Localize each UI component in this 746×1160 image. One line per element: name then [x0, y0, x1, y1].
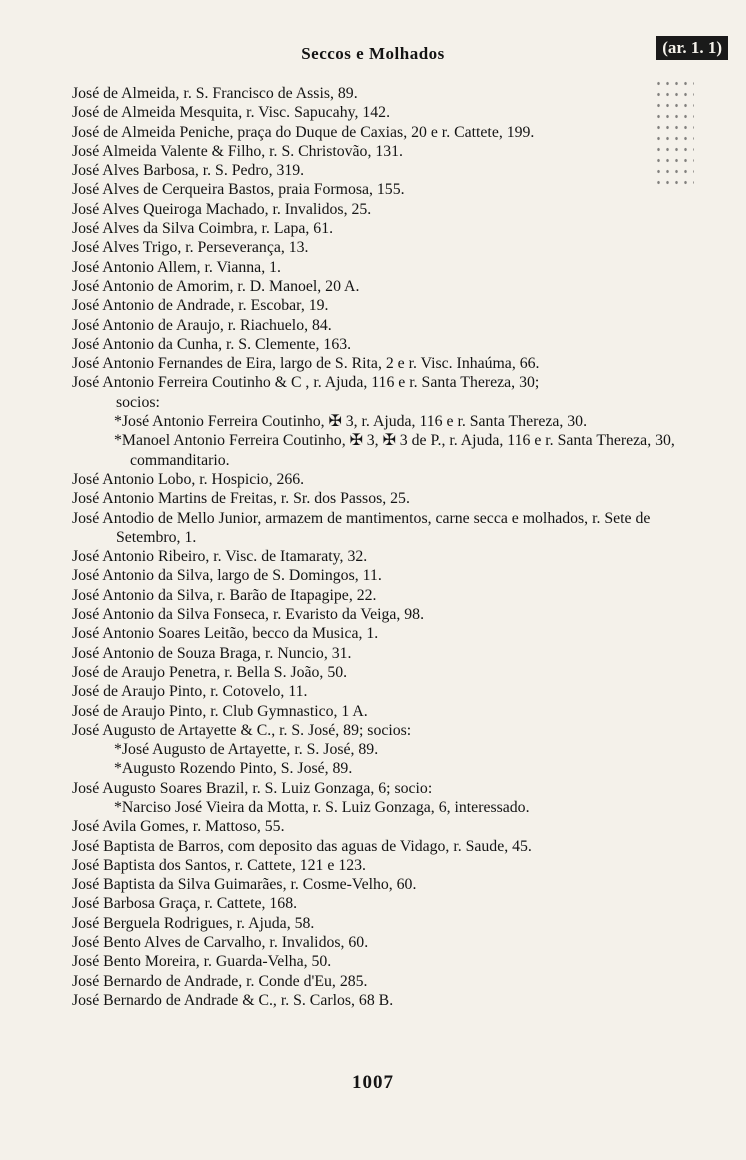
list-item: José Antonio Lobo, r. Hospicio, 266.: [72, 470, 305, 488]
list-item: José de Araujo Pinto, r. Club Gymnastico, 1 A.: [72, 702, 368, 720]
list-item: José Barbosa Graça, r. Cattete, 168.: [72, 895, 298, 913]
list-item: José de Almeida, r. S. Francisco de Assis, 89.: [72, 85, 358, 102]
list-item: José Antonio Ribeiro, r. Visc. de Itamaraty, 32.: [72, 548, 368, 566]
list-item-partner: *Manoel Antonio Ferreira Coutinho, ✠ 3, ✠ 3 de P., r. Ajuda, 116 e r. Santa Thereza, 30, commanditario.: [114, 432, 675, 469]
list-item: José Baptista dos Santos, r. Cattete, 121 e 123.: [72, 856, 366, 874]
list-item: José Antonio de Andrade, r. Escobar, 19.: [72, 297, 329, 315]
list-item: José Antonio de Araujo, r. Riachuelo, 84.: [72, 316, 332, 334]
list-item: José de Almeida Mesquita, r. Visc. Sapucahy, 142.: [72, 104, 391, 122]
entry-list: [72, 84, 712, 1010]
list-item: José Almeida Valente & Filho, r. S. Christovão, 131.: [72, 142, 403, 160]
list-item: José Antonio da Silva, r. Barão de Itapagipe, 22.: [72, 586, 377, 604]
list-item-partner: *José Antonio Ferreira Coutinho, ✠ 3, r. Ajuda, 116 e r. Santa Thereza, 30.: [114, 413, 588, 431]
list-item: José Antodio de Mello Junior, armazem de mantimentos, carne secca e molhados, r. Sete de Setembro, 1.: [72, 509, 651, 546]
list-item: José Bernardo de Andrade & C., r. S. Carlos, 68 B.: [72, 991, 394, 1009]
list-item-partner: *Narciso José Vieira da Motta, r. S. Luiz Gonzaga, 6, interessado.: [114, 798, 530, 816]
list-item: José Augusto Soares Brazil, r. S. Luiz Gonzaga, 6; socio:: [72, 779, 433, 797]
list-item: José Alves Trigo, r. Perseverança, 13.: [72, 239, 309, 257]
list-item: José de Araujo Pinto, r. Cotovelo, 11.: [72, 683, 308, 701]
list-item: José Antonio Martins de Freitas, r. Sr. dos Passos, 25.: [72, 490, 410, 508]
list-item: José Antonio de Souza Braga, r. Nuncio, 31.: [72, 644, 352, 662]
list-item: José Antonio Fernandes de Eira, largo de S. Rita, 2 e r. Visc. Inhaúma, 66.: [72, 355, 540, 373]
list-item: José Avila Gomes, r. Mattoso, 55.: [72, 818, 285, 836]
list-item: José Antonio de Amorim, r. D. Manoel, 20 A.: [72, 277, 360, 295]
list-item-socios-label: socios:: [116, 393, 160, 411]
page-header-title: Seccos e Molhados: [301, 44, 445, 63]
list-item: José Alves Barbosa, r. S. Pedro, 319.: [72, 162, 305, 180]
list-item: José Bento Moreira, r. Guarda-Velha, 50.: [72, 953, 332, 971]
list-item: José Antonio Ferreira Coutinho & C , r. Ajuda, 116 e r. Santa Thereza, 30;: [72, 374, 540, 392]
page-header-ref: (ar. 1. 1): [656, 36, 728, 60]
list-item: José Antonio Allem, r. Vianna, 1.: [72, 258, 281, 276]
list-item: José Alves Queiroga Machado, r. Invalidos, 25.: [72, 200, 372, 218]
list-item: José Baptista de Barros, com deposito das aguas de Vidago, r. Saude, 45.: [72, 837, 532, 855]
list-item: José Augusto de Artayette & C., r. S. José, 89; socios:: [72, 721, 412, 739]
list-item: José Antonio Soares Leitão, becco da Musica, 1.: [72, 625, 379, 643]
list-item: José Bernardo de Andrade, r. Conde d'Eu, 285.: [72, 972, 368, 990]
list-item: José Bento Alves de Carvalho, r. Invalidos, 60.: [72, 934, 369, 952]
list-item: José de Araujo Penetra, r. Bella S. João, 50.: [72, 663, 348, 681]
list-item: José de Almeida Peniche, praça do Duque de Caxias, 20 e r. Cattete, 199.: [72, 123, 535, 141]
list-item: José Antonio da Silva Fonseca, r. Evaristo da Veiga, 98.: [72, 606, 425, 624]
list-item-partner: *Augusto Rozendo Pinto, S. José, 89.: [114, 760, 353, 778]
list-item: José Antonio da Silva, largo de S. Domingos, 11.: [72, 567, 382, 585]
list-item: José Alves de Cerqueira Bastos, praia Formosa, 155.: [72, 181, 405, 199]
list-item-partner: *José Augusto de Artayette, r. S. José, 89.: [114, 741, 379, 759]
list-item: José Baptista da Silva Guimarães, r. Cosme-Velho, 60.: [72, 876, 417, 894]
list-item: José Alves da Silva Coimbra, r. Lapa, 61.: [72, 220, 334, 238]
list-item: José Berguela Rodrigues, r. Ajuda, 58.: [72, 914, 315, 932]
list-item: José Antonio da Cunha, r. S. Clemente, 163.: [72, 335, 352, 353]
page-number: 1007: [352, 1072, 394, 1093]
